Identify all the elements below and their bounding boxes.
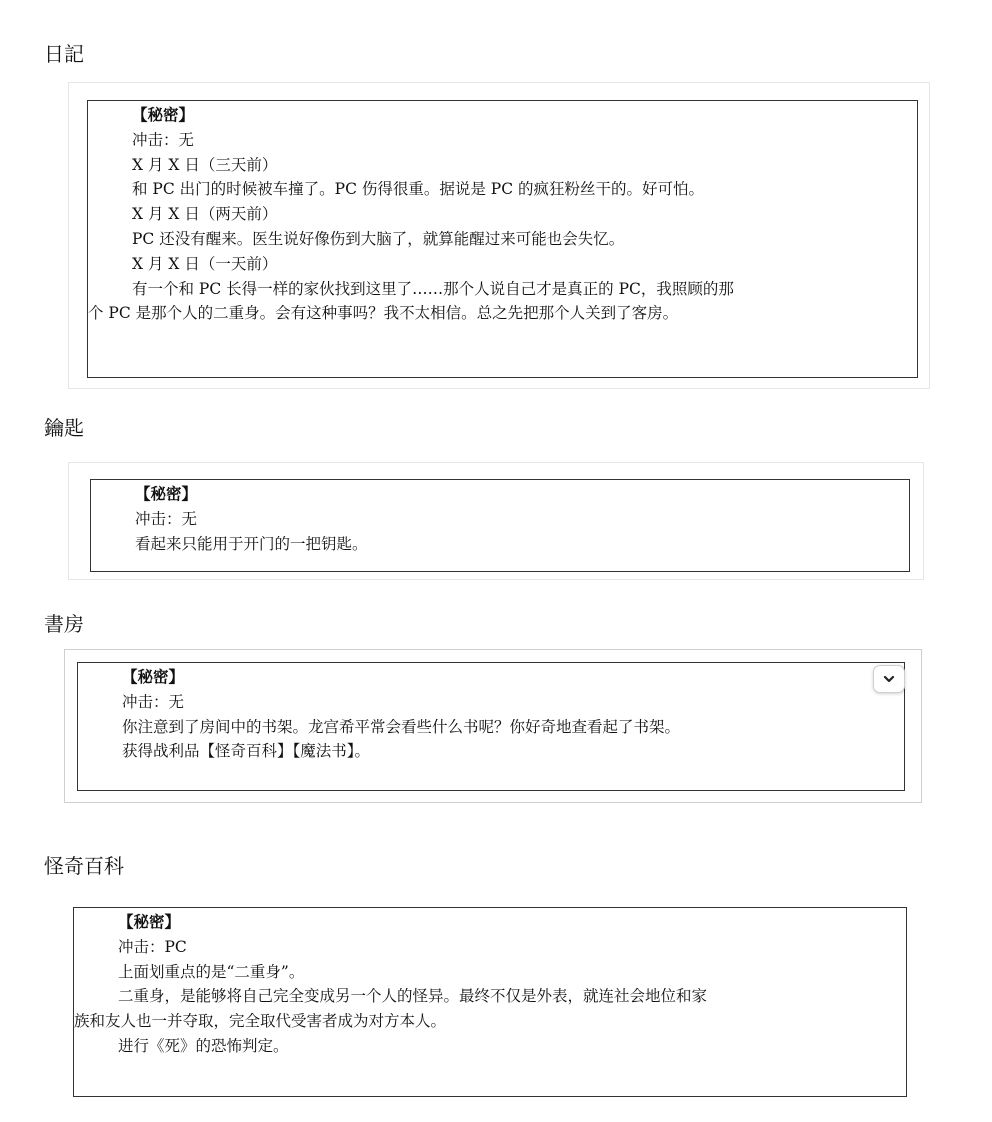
impact-line: 冲击：无 (122, 692, 185, 711)
secret-tag: 【秘密】 (122, 667, 185, 686)
doppelganger-description-continued: 族和友人也一并夺取，完全取代受害者成为对方本人。 (74, 1012, 447, 1031)
doppelganger-description: 二重身，是能够将自己完全变成另一个人的怪异。最终不仅是外表，就连社会地位和家 (118, 987, 708, 1006)
section-heading-study: 書房 (44, 612, 84, 636)
diary-content-box (87, 100, 918, 378)
secret-tag: 【秘密】 (135, 484, 198, 503)
item-description: 看起来只能用于开门的一把钥匙。 (135, 534, 368, 553)
section-heading-diary: 日記 (44, 42, 84, 66)
horror-check-line: 进行《死》的恐怖判定。 (118, 1036, 289, 1055)
section-heading-key: 鑰匙 (44, 416, 84, 440)
entry-text-continued: 个 PC 是那个人的二重身。会有这种事吗？我不太相信。总之先把那个人关到了客房。 (88, 304, 679, 323)
expand-dropdown-button[interactable] (873, 665, 905, 693)
impact-line: 冲击：无 (135, 509, 198, 528)
key-content-box (90, 479, 910, 572)
entry-text: 和 PC 出门的时候被车撞了。PC 伤得很重。据说是 PC 的疯狂粉丝干的。好可怕。 (132, 180, 705, 199)
impact-line: 冲击：PC (118, 937, 187, 956)
encyclopedia-content-box (73, 907, 907, 1097)
date-line: X 月 X 日（一天前） (132, 254, 278, 273)
chevron-down-icon (882, 672, 896, 686)
date-line: X 月 X 日（两天前） (132, 205, 278, 224)
room-description: 你注意到了房间中的书架。龙宫希平常会看些什么书呢？你好奇地查看起了书架。 (122, 717, 681, 736)
entry-text: 有一个和 PC 长得一样的家伙找到这里了……那个人说自己才是真正的 PC，我照顾的那 (132, 279, 734, 298)
secret-tag: 【秘密】 (132, 105, 195, 124)
date-line: X 月 X 日（三天前） (132, 155, 278, 174)
loot-line: 获得战利品【怪奇百科】【魔法书】。 (122, 742, 371, 761)
entry-text: PC 还没有醒来。医生说好像伤到大脑了，就算能醒过来可能也会失忆。 (132, 229, 625, 248)
impact-line: 冲击：无 (132, 130, 195, 149)
highlight-line: 上面划重点的是“二重身”。 (118, 962, 305, 981)
study-content-box (77, 662, 905, 791)
secret-tag: 【秘密】 (118, 912, 181, 931)
section-heading-encyclopedia: 怪奇百科 (44, 854, 124, 878)
